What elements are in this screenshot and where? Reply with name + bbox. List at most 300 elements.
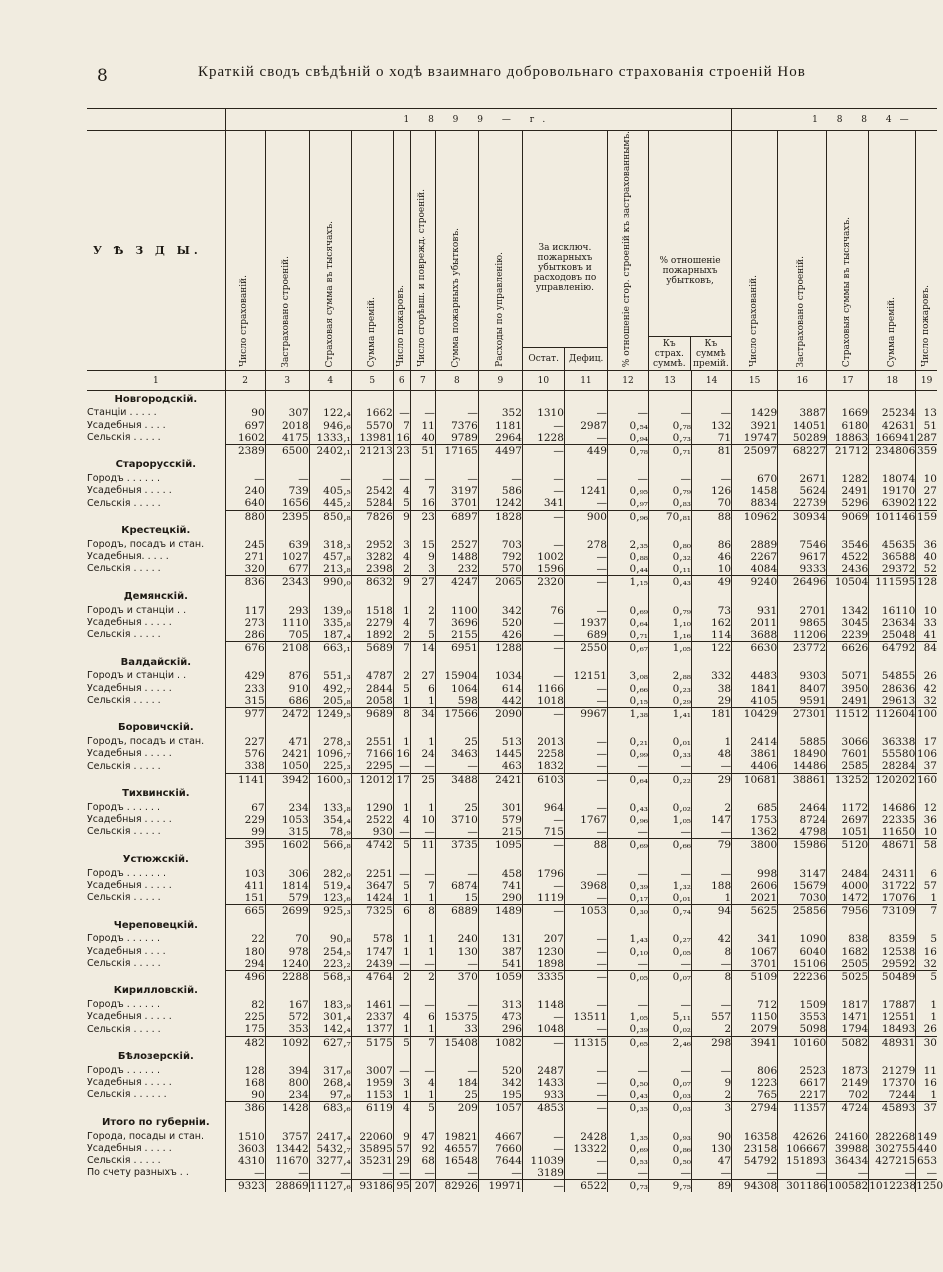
data-cell: 45635 [869, 539, 916, 551]
data-cell: 12 [916, 802, 937, 814]
data-cell: 29592 [869, 958, 916, 971]
data-cell: 2065 [478, 576, 522, 589]
data-cell: 9689 [351, 707, 393, 720]
data-cell: 800 [265, 1077, 309, 1089]
data-cell: 1110 [265, 617, 309, 629]
data-cell: 3463 [435, 748, 478, 760]
data-cell: 1092 [265, 1036, 309, 1049]
data-cell: 8 [393, 707, 410, 720]
table-row [87, 485, 937, 497]
data-cell: 1166 [522, 682, 564, 694]
data-cell: 0,₉₅ [607, 485, 648, 497]
data-cell: 36 [916, 539, 937, 551]
data-cell: 1753 [732, 814, 778, 826]
data-cell: — [692, 999, 732, 1011]
data-cell: — [564, 1065, 607, 1077]
column-header-row [87, 131, 937, 371]
empty-cell [225, 391, 265, 408]
data-cell: 68227 [778, 444, 827, 457]
row-label: Городъ . . . . . . [87, 473, 160, 485]
table-row [87, 1143, 937, 1155]
column-number: 7 [410, 371, 435, 391]
data-cell: 30 [916, 1036, 937, 1049]
data-cell: 1898 [522, 958, 564, 971]
data-cell: 14686 [869, 802, 916, 814]
data-cell: 2013 [522, 736, 564, 748]
data-cell: — [607, 958, 648, 971]
data-cell: 2 [410, 970, 435, 983]
empty-cell [607, 983, 648, 999]
data-cell: 1892 [351, 629, 393, 642]
data-cell: 81 [692, 444, 732, 457]
data-cell: 3701 [435, 497, 478, 510]
data-cell: 1002 [522, 551, 564, 563]
data-cell: 2,₈₈ [648, 670, 691, 682]
data-cell: 25856 [778, 905, 827, 918]
data-cell: 386 [225, 1102, 265, 1115]
data-cell: 0,₈₈ [607, 551, 648, 563]
data-cell: 320 [225, 563, 265, 576]
data-cell: 103 [225, 867, 265, 879]
table-row [87, 1167, 937, 1180]
empty-cell [522, 983, 564, 999]
data-cell: 63902 [869, 497, 916, 510]
data-cell: 8407 [778, 682, 827, 694]
data-cell: 792 [478, 551, 522, 563]
data-cell: 0,₆₉ [607, 1143, 648, 1155]
data-cell: — [393, 473, 410, 485]
data-cell: 51 [410, 444, 435, 457]
data-cell: 8724 [778, 814, 827, 826]
data-cell: 6040 [778, 945, 827, 957]
empty-cell [564, 1114, 607, 1130]
data-cell: 4105 [732, 695, 778, 708]
data-cell: 2 [692, 802, 732, 814]
empty-cell [309, 917, 351, 933]
row-label: Усадебныя . . . . [87, 419, 166, 431]
data-cell: 149 [916, 1130, 937, 1143]
data-cell: 88 [692, 510, 732, 523]
data-cell: 0,₇₉ [648, 485, 691, 497]
data-cell: 5 [916, 970, 937, 983]
empty-cell [309, 654, 351, 670]
header-c2: Число страхованій. [239, 275, 250, 368]
data-cell: 1148 [522, 999, 564, 1011]
data-cell: — [648, 826, 691, 839]
empty-cell [869, 523, 916, 539]
data-cell: 128 [225, 1065, 265, 1077]
data-cell: 2402,₁ [309, 444, 351, 457]
data-cell: 15106 [778, 958, 827, 971]
data-cell: 225 [225, 1011, 265, 1023]
data-cell: 4 [393, 1102, 410, 1115]
data-cell: 2 [410, 604, 435, 616]
data-cell: 229 [225, 814, 265, 826]
empty-cell [648, 457, 691, 473]
data-cell: — [435, 1167, 478, 1180]
data-cell: — [410, 760, 435, 773]
data-cell: — [522, 444, 564, 457]
data-cell: 5082 [827, 1036, 869, 1049]
empty-cell [265, 786, 309, 802]
data-cell: 11 [916, 1065, 937, 1077]
district-header-row [87, 851, 937, 867]
empty-cell [225, 1114, 265, 1130]
data-cell: — [607, 760, 648, 773]
data-cell: — [692, 473, 732, 485]
row-label: Городъ . . . . . . [87, 801, 160, 813]
data-cell: 0,₇₄ [648, 905, 691, 918]
data-cell: 25 [435, 1089, 478, 1102]
data-cell: 449 [564, 444, 607, 457]
total-row [87, 576, 937, 589]
data-cell: 0,₀₃ [648, 1089, 691, 1102]
data-cell: — [564, 604, 607, 616]
column-number: 17 [827, 371, 869, 391]
row-label: Городъ и станціи . . [87, 670, 187, 682]
data-cell: 0,₆₆ [648, 839, 691, 852]
data-cell: 640 [225, 497, 265, 510]
data-cell: 1048 [522, 1023, 564, 1036]
empty-cell [916, 851, 937, 867]
data-cell: 1153 [351, 1089, 393, 1102]
data-cell: — [309, 473, 351, 485]
data-cell: 39988 [827, 1143, 869, 1155]
data-cell: 5109 [732, 970, 778, 983]
data-cell: 2701 [778, 604, 827, 616]
data-cell: 13252 [827, 773, 869, 786]
empty-cell [435, 654, 478, 670]
data-cell: 315 [225, 695, 265, 708]
data-cell: — [564, 760, 607, 773]
data-cell: 0,₅₀ [607, 1077, 648, 1089]
data-cell: 13322 [564, 1143, 607, 1155]
empty-cell [869, 1114, 916, 1130]
data-cell: 3546 [827, 539, 869, 551]
data-cell: 359 [916, 444, 937, 457]
data-cell: 2505 [827, 958, 869, 971]
table-row [87, 419, 937, 431]
data-cell: 22060 [351, 1130, 393, 1142]
data-cell: 1249,₅ [309, 707, 351, 720]
empty-cell [393, 457, 410, 473]
empty-cell [732, 851, 778, 867]
data-cell: 395 [225, 839, 265, 852]
data-cell: 3277,₄ [309, 1155, 351, 1167]
data-cell: 1172 [827, 802, 869, 814]
data-cell: — [393, 826, 410, 839]
data-cell: 21213 [351, 444, 393, 457]
data-cell: 37 [916, 760, 937, 773]
empty-cell [410, 1114, 435, 1130]
data-cell: — [564, 736, 607, 748]
empty-cell [435, 983, 478, 999]
data-cell: 13442 [265, 1143, 309, 1155]
data-cell: — [564, 802, 607, 814]
data-cell: 614 [478, 682, 522, 694]
table-row [87, 670, 937, 682]
data-cell: 683,₆ [309, 1102, 351, 1115]
data-cell: 14 [410, 642, 435, 655]
data-cell: 335,₈ [309, 617, 351, 629]
empty-cell [351, 457, 393, 473]
data-cell: 40 [410, 432, 435, 445]
data-cell: 9303 [778, 670, 827, 682]
data-cell: — [522, 1143, 564, 1155]
data-cell: 315 [265, 826, 309, 839]
data-cell: 11 [410, 839, 435, 852]
data-cell: 0,₀₂ [648, 1023, 691, 1036]
table-row [87, 880, 937, 892]
data-cell: 3045 [827, 617, 869, 629]
data-cell: 4853 [522, 1102, 564, 1115]
data-cell: 1053 [265, 814, 309, 826]
data-cell: 48671 [869, 839, 916, 852]
data-cell: 16358 [732, 1130, 778, 1142]
data-cell: 9 [393, 1130, 410, 1142]
empty-cell [916, 523, 937, 539]
data-cell: — [564, 826, 607, 839]
data-cell: 7956 [827, 905, 869, 918]
table-row [87, 551, 937, 563]
data-cell: 3710 [435, 814, 478, 826]
data-cell: 22 [225, 933, 265, 945]
row-label: Усадебныя . . . . . [87, 879, 172, 891]
header-c13: Къ страх. суммѣ. [652, 339, 686, 370]
district-name: Боровичскій. [117, 722, 194, 734]
district-header-row [87, 654, 937, 670]
empty-cell [393, 654, 410, 670]
data-cell: 6630 [732, 642, 778, 655]
data-cell: 3488 [435, 773, 478, 786]
data-cell: 205,₈ [309, 695, 351, 708]
data-cell: 114 [692, 629, 732, 642]
empty-cell [351, 391, 393, 408]
data-cell: 2 [393, 970, 410, 983]
table-row [87, 1023, 937, 1036]
data-cell: — [435, 407, 478, 419]
data-cell: 25097 [732, 444, 778, 457]
data-cell: — [522, 629, 564, 642]
data-cell: 4084 [732, 563, 778, 576]
data-cell: 3 [393, 1077, 410, 1089]
data-cell: 1090 [778, 933, 827, 945]
page-header-title: Краткій сводъ свѣдѣній о ходѣ взаимнаго добровольнаго страхованія строеній Нов [198, 64, 806, 80]
year-1884-label: 1 8 8 4— [732, 109, 937, 131]
data-cell: 95 [393, 1180, 410, 1193]
data-cell: 0,₆₉ [607, 839, 648, 852]
year-1899-label: 1 8 9 9 — г. [225, 109, 731, 131]
data-cell: — [410, 1065, 435, 1077]
data-cell: 1230 [522, 945, 564, 957]
header-c7: Число сгорѣвш. и поврежд. строеній. [417, 189, 428, 368]
data-cell: 931 [732, 604, 778, 616]
empty-cell [916, 983, 937, 999]
data-cell: 7 [410, 617, 435, 629]
data-cell: 0,₅₄ [607, 419, 648, 431]
row-label [87, 707, 225, 720]
empty-cell [478, 983, 522, 999]
row-label: Сельскія . . . . . [87, 431, 161, 443]
data-cell: 0,₄₃ [648, 576, 691, 589]
data-cell: 4497 [478, 444, 522, 457]
data-cell: 429 [225, 670, 265, 682]
data-cell: 1600,₃ [309, 773, 351, 786]
data-cell: 232 [435, 563, 478, 576]
header-c18: Сумма премій. [886, 296, 897, 368]
empty-cell [607, 588, 648, 604]
total-row [87, 970, 937, 983]
data-cell: 686 [265, 695, 309, 708]
district-name: Старорусскій. [115, 459, 197, 471]
empty-cell [869, 917, 916, 933]
data-cell: 15679 [778, 880, 827, 892]
data-cell: 47 [410, 1130, 435, 1142]
empty-cell [522, 654, 564, 670]
empty-cell [607, 391, 648, 408]
empty-cell [778, 983, 827, 999]
data-cell: 227 [225, 736, 265, 748]
data-cell: 6522 [564, 1180, 607, 1193]
data-cell: — [393, 1167, 410, 1180]
data-cell: 298 [692, 1036, 732, 1049]
data-cell: 1362 [732, 826, 778, 839]
header-c11: Дефиц. [564, 348, 607, 370]
data-cell: 1 [410, 945, 435, 957]
row-label: Усадебныя . . . . . [87, 1011, 172, 1023]
data-cell: 287 [916, 431, 937, 444]
empty-cell [648, 1114, 691, 1130]
data-cell: 1250 [916, 1180, 943, 1193]
data-cell: 50489 [869, 970, 916, 983]
data-cell: 79 [692, 839, 732, 852]
data-cell: 32 [916, 695, 937, 708]
total-row [87, 510, 937, 523]
empty-cell [351, 588, 393, 604]
data-cell: 7325 [351, 905, 393, 918]
data-cell: 910 [265, 682, 309, 694]
data-cell: 15904 [435, 670, 478, 682]
data-cell: 2585 [827, 760, 869, 773]
data-cell: — [692, 1167, 732, 1180]
data-cell: 0,₇₁ [607, 629, 648, 642]
data-cell: 4724 [827, 1102, 869, 1115]
data-cell: 16 [916, 945, 937, 957]
data-cell: 715 [522, 826, 564, 839]
data-cell: 3861 [732, 748, 778, 760]
empty-cell [692, 917, 732, 933]
empty-cell [265, 457, 309, 473]
data-cell: 37 [916, 1102, 937, 1115]
data-cell: 9,₇₅ [648, 1180, 691, 1193]
data-cell: 271 [225, 551, 265, 563]
data-cell: 370 [435, 970, 478, 983]
table-row [87, 748, 937, 760]
data-cell: 15 [410, 539, 435, 551]
data-cell: 7546 [778, 539, 827, 551]
empty-cell [410, 391, 435, 408]
empty-cell [478, 917, 522, 933]
data-cell: 676 [225, 642, 265, 655]
data-cell: 28869 [265, 1180, 309, 1193]
data-cell: 296 [478, 1023, 522, 1036]
empty-cell [478, 1049, 522, 1065]
data-cell: 9617 [778, 551, 827, 563]
data-cell: 990,₀ [309, 576, 351, 589]
data-cell: 9591 [778, 695, 827, 708]
row-label: Станціи . . . . . [87, 407, 157, 419]
data-cell: 739 [265, 485, 309, 497]
empty-cell [732, 1114, 778, 1130]
data-cell: 92 [410, 1143, 435, 1155]
data-cell: 1424 [351, 892, 393, 905]
data-cell: 33 [435, 1023, 478, 1036]
data-cell: 3921 [732, 419, 778, 431]
data-cell: 7601 [827, 748, 869, 760]
table-row [87, 945, 937, 957]
data-cell: 1290 [351, 802, 393, 814]
data-cell: 0,₇₃ [607, 1180, 648, 1193]
data-cell: 677 [265, 563, 309, 576]
table-row [87, 473, 937, 485]
data-cell: 1669 [827, 407, 869, 419]
data-cell: 7376 [435, 419, 478, 431]
data-cell: 0,₃₂ [648, 551, 691, 563]
data-cell: 338 [225, 760, 265, 773]
empty-cell [265, 983, 309, 999]
empty-cell [692, 523, 732, 539]
data-cell: 2267 [732, 551, 778, 563]
data-cell: — [478, 473, 522, 485]
empty-cell [522, 391, 564, 408]
column-number: 18 [869, 371, 916, 391]
data-cell: 2421 [478, 773, 522, 786]
empty-cell [393, 391, 410, 408]
data-cell: 82 [225, 999, 265, 1011]
data-cell: 5175 [351, 1036, 393, 1049]
empty-cell [309, 851, 351, 867]
data-cell: 1 [410, 1089, 435, 1102]
data-cell: 0,₀₇ [648, 1077, 691, 1089]
data-cell: 1 [393, 1089, 410, 1102]
data-cell: 520 [478, 1065, 522, 1077]
empty-cell [869, 391, 916, 408]
data-cell: 3757 [265, 1130, 309, 1142]
empty-cell [265, 654, 309, 670]
data-cell: 3688 [732, 629, 778, 642]
data-cell: 3950 [827, 682, 869, 694]
data-cell: 2794 [732, 1102, 778, 1115]
data-cell: 22739 [778, 497, 827, 510]
data-cell: — [778, 1167, 827, 1180]
data-cell: 2149 [827, 1077, 869, 1089]
empty-cell [827, 654, 869, 670]
data-cell: 653 [916, 1154, 937, 1167]
data-cell: 1 [410, 933, 435, 945]
data-cell: 25 [410, 773, 435, 786]
data-cell: 27 [410, 670, 435, 682]
empty-cell [692, 391, 732, 408]
empty-cell [916, 654, 937, 670]
data-cell: 82926 [435, 1180, 478, 1193]
empty-cell [393, 983, 410, 999]
district-name: Тихвинскій. [122, 788, 190, 800]
empty-cell [648, 588, 691, 604]
empty-cell [827, 1114, 869, 1130]
empty-cell [225, 720, 265, 736]
data-cell: 765 [732, 1089, 778, 1102]
data-cell: 4483 [732, 670, 778, 682]
